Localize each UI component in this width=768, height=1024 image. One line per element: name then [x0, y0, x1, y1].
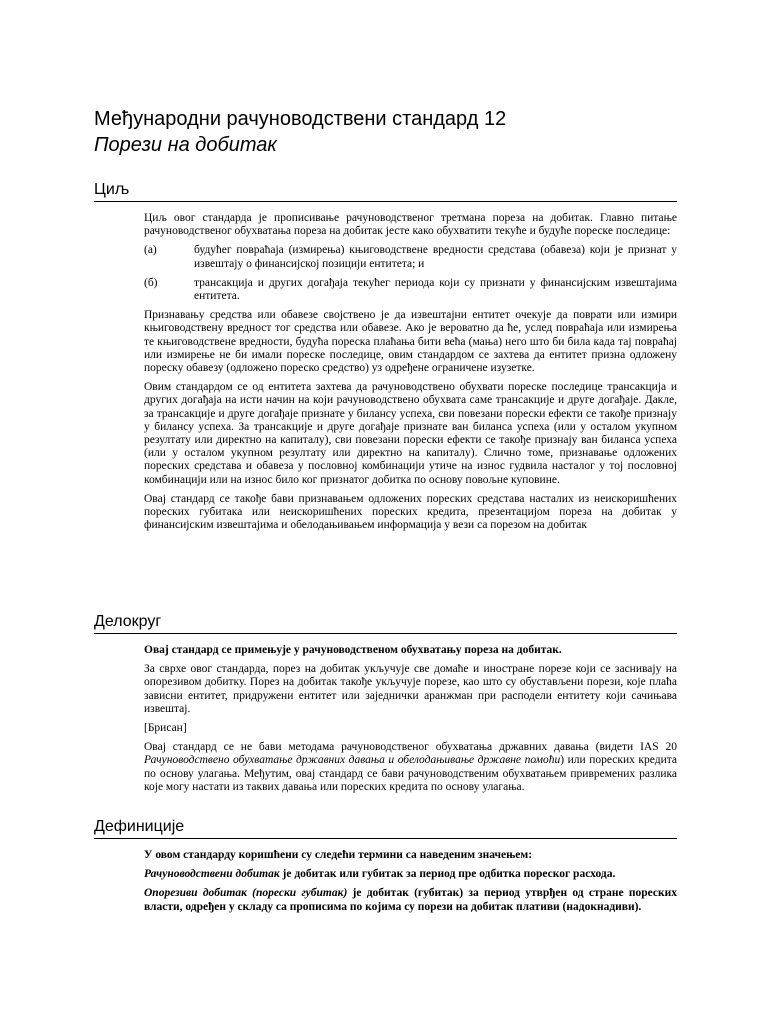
- term-accounting-profit: Рачуноводствени добитак: [144, 868, 280, 881]
- scope-heading: Делокруг: [94, 612, 677, 634]
- scope-body: [144, 644, 677, 794]
- standard-title: Међународни рачуноводствени стандард 12: [94, 108, 507, 130]
- scope-paragraph-2: За сврхе овог стандарда, порез на добитак укључује све домаће и иностране порезе који се заснивају на опорезивом добитку. Порез на добитак такође укључује порезе, као што су обустављени порези, које плаћа зависни ентитет, придружени ентитет или заједнички аранжман при расподели ентитету који сачињава извештај.: [144, 663, 677, 715]
- objective-paragraph-1: Циљ овог стандарда је прописивање рачуноводственог третмана пореза на добитак. Главно питање рачуноводственог обухватања пореза на добитак јесте како обухватити текуће и будуће пореске последице:: [144, 212, 677, 238]
- section-objective: [94, 180, 677, 538]
- objective-body: [144, 212, 677, 532]
- definition-accounting-profit: [144, 868, 677, 881]
- objective-paragraph-4: Овај стандард се такође бави признавањем одложених пореских средстава насталих из неискоришћених пореских губитака или неискоришћених пореских кредита, презентацијом пореза на добитак у финансијским извештајима и обелодањивањем информација у вези са порезом на добитак: [144, 492, 677, 532]
- term-taxable-profit: Опорезиви добитак (порески губитак): [144, 887, 348, 900]
- list-item-text: трансакција и других догађаја текућег периода који су признати у финансијским извештајима ентитета.: [194, 276, 677, 303]
- definition-text: је добитак (губитак) за период утврђен од стране пореских власти, одређен у складу са прописима по којима су порези на добитак плативи (надокнадиви).: [144, 887, 677, 913]
- scope-paragraph-3: [Брисан]: [144, 722, 187, 735]
- list-item: [144, 244, 677, 270]
- objective-paragraph-2: Признавању средства или обавезе својствено је да извештајни ентитет очекује да поврати или измири књиговодствену вредност тог средства или обавезе. Ако је вероватно да ће, услед повраћаја или измирења те књиговодствене вредности, будућа пореска плаћања бити већа (мања) него што би била када тај повраћај или измирење не би имали пореске последице, овим стандардом се захтева да ентитет призна одложену пореску обавезу (одложено пореско средство) уз одређене ограничене изузетке.: [144, 309, 677, 375]
- ias20-title: Рачуноводствено обухватање државних давања и обелодањивање државне помоћи: [144, 754, 561, 767]
- list-item-text: будућег повраћаја (измирења) књиговодствене вредности средстава (обавеза) који је признат у извештају о финансијској позицији ентитета; и: [194, 244, 677, 270]
- standard-subtitle: Порези на добитак: [94, 134, 277, 156]
- list-item-label: (б): [144, 276, 158, 289]
- scope-p4-start: Овај стандард се не бави методама рачуноводственог обухватања државних давања (видети IAS 20: [144, 741, 677, 754]
- list-item-label: (а): [144, 244, 157, 257]
- section-scope: [94, 612, 677, 800]
- scope-p4-end: ) или пореских кредита по основу улагања. Међутим, овај стандард се бави рачуноводственим обухватањем привремених разлика које могу настати из таквих давања или пореских кредита по основу улагања.: [144, 754, 677, 793]
- scope-paragraph-1: Овај стандард се примењује у рачуноводственом обухватању пореза на добитак.: [144, 644, 562, 656]
- definition-text: је добитак или губитак за период пре одбитка пореског расхода.: [279, 868, 616, 881]
- document-title: [94, 106, 506, 158]
- definitions-intro: У овом стандарду коришћени су следећи термини са наведеним значењем:: [144, 849, 533, 861]
- definition-taxable-profit: [144, 887, 677, 913]
- definitions-body: [144, 849, 677, 914]
- section-definitions: [94, 817, 677, 920]
- objective-heading: Циљ: [94, 180, 677, 202]
- definitions-heading: Дефиниције: [94, 817, 677, 839]
- objective-paragraph-3: Овим стандардом се од ентитета захтева да рачуноводствено обухвати пореске последице трансакција и других догађаја на исти начин на који рачуноводствено обухвата саме трансакције и друге догађаје. Дакле, за трансакције и друге догађаје признате у билансу успеха, сви повезани порески ефекти се такође признају у билансу успеха. За трансакције и друге догађаје признате ван биланса успеха (или у осталом укупном резултату или директно на капиталу), сви повезани порески ефекти се такође признају ван биланса успеха (или у осталом укупном резултату или директно на капиталу). Слично томе, признавање одложених пореских средстава и обавеза у пословној комбинацији утиче на износ гудвила насталог у тој пословној комбинацији или на износ било ког признатог добитка по основу повољне куповине.: [144, 381, 677, 486]
- scope-paragraph-4: [144, 741, 677, 794]
- list-item: [144, 277, 677, 303]
